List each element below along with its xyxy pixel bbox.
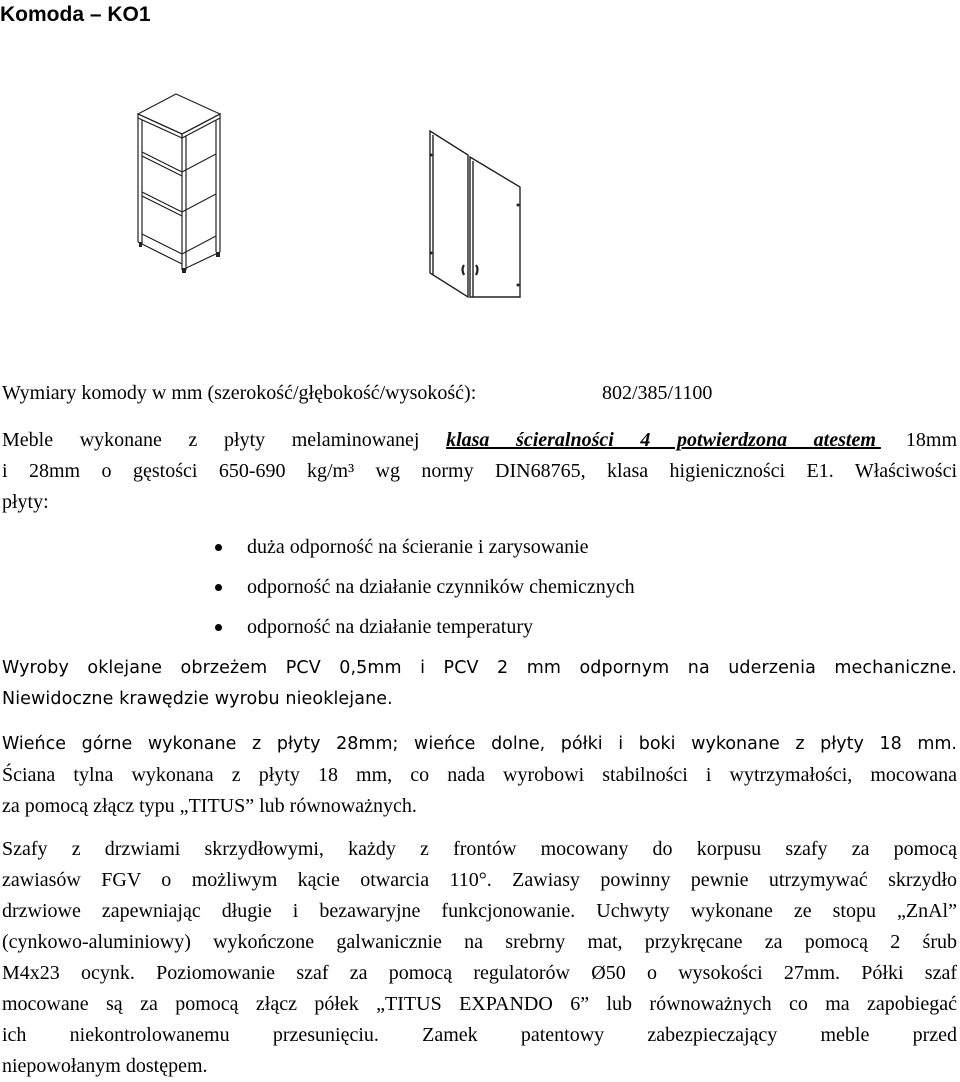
- dimensions-value: 802/385/1100: [602, 382, 713, 404]
- cabinet-line-6: mocowane są za pomocą złącz półek „TITUS EXPANDO 6” lub równoważnych co ma zapobiegać: [2, 993, 957, 1015]
- list-item-text: duża odporność na ścieranie i zarysowanie: [247, 536, 589, 558]
- cabinet-line-3: drzwiowe zapewniając długie i bezawaryjne funkcjonowanie. Uchwyty wykonane ze stopu „ZnAl”: [2, 900, 957, 922]
- edging-line-2: Niewidoczne krawędzie wyrobu nieoklejane.: [2, 689, 393, 709]
- crown-paragraph: [2, 729, 957, 760]
- list-item: [0, 532, 635, 572]
- right-handle-icon: [476, 265, 478, 275]
- material-line-1: [2, 425, 957, 456]
- left-handle-icon: [463, 265, 465, 275]
- abrasion-class-text: klasa ścieralności 4 potwierdzona atestem: [446, 429, 876, 451]
- bullet-icon: [215, 544, 222, 551]
- page-title: Komoda – KO1: [0, 3, 151, 26]
- dimensions-line: [2, 378, 957, 409]
- open-shelf-cabinet-drawing: [130, 92, 224, 274]
- bullet-icon: [215, 584, 222, 591]
- glass-doors-drawing: [420, 125, 524, 300]
- cabinet-line-7: ich niekontrolowanemu przesunięciu. Zamek patentowy zabezpieczający meble przed: [2, 1024, 957, 1046]
- cabinet-line-4: (cynkowo-aluminiowy) wykończone galwanicznie na srebrny mat, przykręcane za pomocą 2 śrub: [2, 931, 957, 953]
- back-panel-line-1: Ściana tylna wykonana z płyty 18 mm, co nada wyrobowi stabilności i wytrzymałości, mocowana: [2, 764, 957, 786]
- back-panel-paragraph: [2, 760, 957, 822]
- back-panel-line-2: za pomocą złącz typu „TITUS” lub równoważnych.: [2, 795, 417, 817]
- material-line-1-text: Meble wykonane z płyty melaminowanej: [2, 429, 447, 451]
- cabinet-paragraph: [2, 834, 957, 1082]
- list-item: [0, 572, 635, 612]
- underline-gap: [876, 425, 906, 456]
- cabinet-line-8: niepowołanym dostępem.: [2, 1055, 208, 1077]
- crown-line-1: Wieńce górne wykonane z płyty 28mm; wieńce dolne, półki i boki wykonane z płyty 18 mm.: [2, 734, 957, 754]
- material-line-3: płyty:: [2, 491, 49, 513]
- material-paragraph: [2, 425, 957, 518]
- edging-paragraph: [2, 653, 957, 715]
- bullet-icon: [215, 624, 222, 631]
- cabinet-line-2: zawiasów FGV o możliwym kącie otwarcia 110°. Zawiasy powinny pewnie utrzymywać skrzydło: [2, 869, 957, 891]
- list-item: [0, 612, 635, 652]
- list-item-text: odporność na działanie temperatury: [247, 616, 533, 638]
- list-item-text: odporność na działanie czynników chemicznych: [247, 576, 635, 598]
- cabinet-line-1: Szafy z drzwiami skrzydłowymi, każdy z frontów mocowany do korpusu szafy za pomocą: [2, 838, 957, 860]
- dimensions-label: Wymiary komody w mm (szerokość/głębokość/wysokość):: [2, 382, 477, 404]
- material-line-2: i 28mm o gęstości 650-690 kg/m³ wg normy DIN68765, klasa higieniczności E1. Właściwości: [2, 460, 957, 482]
- cabinet-line-5: M4x23 ocynk. Poziomowanie szaf za pomocą regulatorów Ø50 o wysokości 27mm. Półki szaf: [2, 962, 957, 984]
- thickness-18mm: 18mm: [905, 429, 958, 451]
- edging-line-1: Wyroby oklejane obrzeżem PCV 0,5mm i PCV 2 mm odpornym na uderzenia mechaniczne.: [2, 658, 957, 678]
- properties-list: [0, 532, 635, 652]
